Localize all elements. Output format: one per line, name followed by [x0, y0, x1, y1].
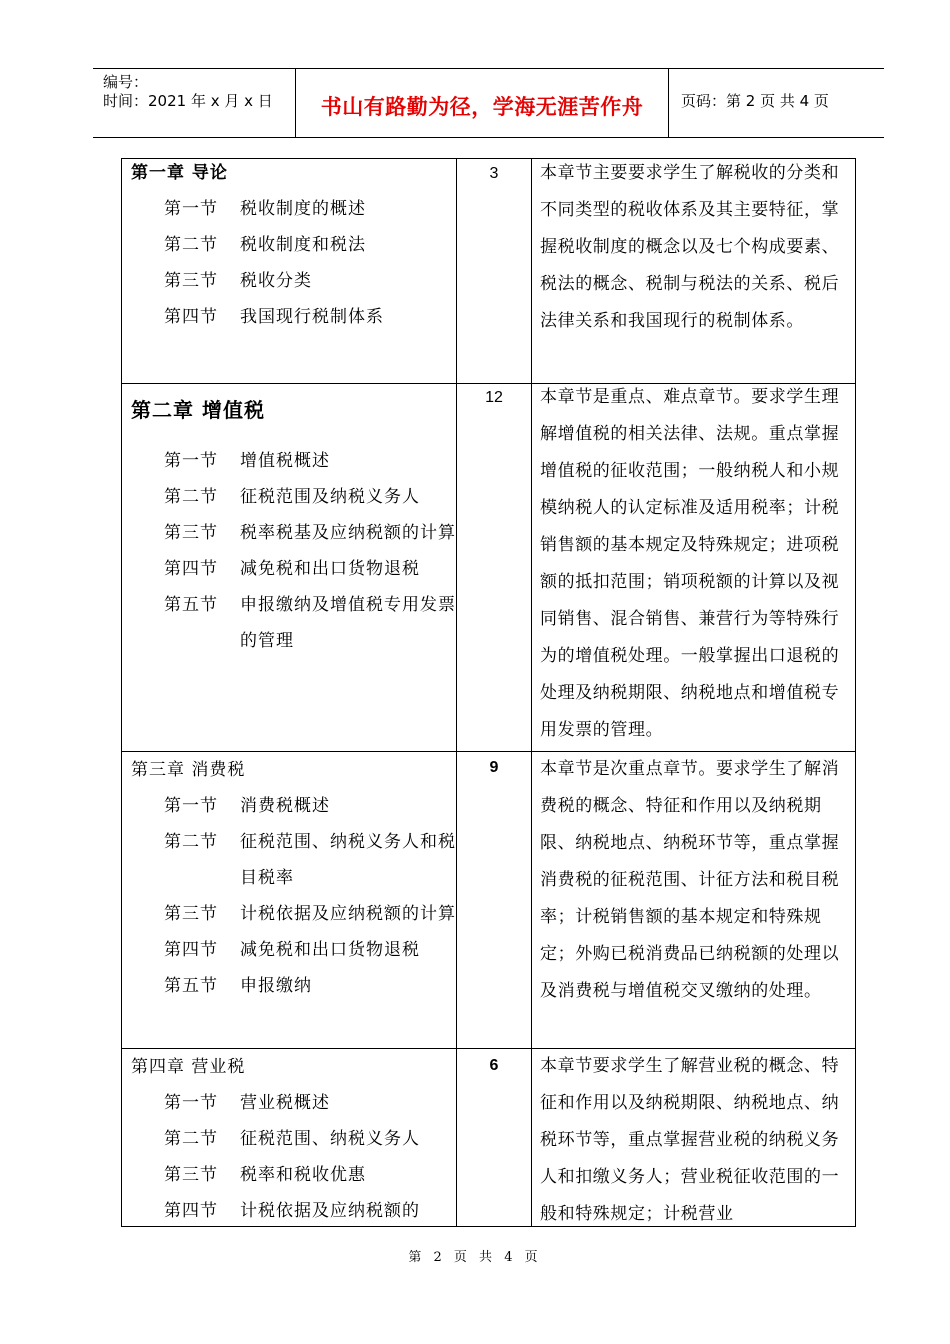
chapter-4-description: 本章节要求学生了解营业税的概念、特征和作用以及纳税期限、纳税地点、纳税环节等，重点掌握营业税的纳税义务人和扣缴义务人；营业税征收范围的一般和特殊规定；计税营业 — [540, 1056, 840, 1224]
section-item — [131, 479, 456, 515]
section-item — [131, 443, 456, 479]
page-label: 页码：第 2 页 共 4 页 — [681, 92, 829, 110]
section-item — [131, 824, 456, 896]
section-item — [131, 968, 456, 1004]
header-motto-cell — [296, 69, 669, 137]
section-no: 第一节 — [164, 451, 218, 471]
section-no: 第二节 — [164, 235, 218, 255]
section-name: 申报缴纳及增值税专用发票的管理 — [240, 595, 456, 651]
serial-label: 编号： — [103, 73, 149, 91]
page-header — [93, 68, 884, 138]
section-item — [131, 299, 456, 335]
chapter-2-description: 本章节是重点、难点章节。要求学生理解增值税的相关法律、法规。重点掌握增值税的征收范围；一般纳税人和小规模纳税人的认定标准及适用税率；计税销售额的基本规定及特殊规定；进项税额的抵扣范围；销项税额的计算以及视同销售、混合销售、兼营行为等特殊行为的增值税处理。一般掌握出口退税的处理及纳税期限、纳税地点和增值税专用发票的管理。 — [540, 387, 840, 740]
section-no: 第四节 — [164, 1201, 218, 1221]
table-border-left — [121, 159, 122, 1226]
chapter-4-outline — [131, 1053, 456, 1229]
section-name: 税收制度的概述 — [240, 199, 366, 219]
section-item — [131, 551, 456, 587]
section-name: 申报缴纳 — [240, 976, 312, 996]
section-item — [131, 788, 456, 824]
section-item — [131, 1193, 456, 1229]
section-item — [131, 896, 456, 932]
chapter-3-description: 本章节是次重点章节。要求学生了解消费税的概念、特征和作用以及纳税期限、纳税地点、纳税环节等，重点掌握消费税的征税范围、计征方法和税目税率；计税销售额的基本规定和特殊规定；外购已税消费品已纳税额的处理以及消费税与增值税交叉缴纳的处理。 — [540, 759, 840, 1001]
section-name: 计税依据及应纳税额的计算 — [240, 904, 456, 924]
section-name: 征税范围、纳税义务人 — [240, 1129, 420, 1149]
section-no: 第一节 — [164, 1093, 218, 1113]
syllabus-table — [121, 158, 856, 1227]
chapter-4-hours: 6 — [489, 1057, 499, 1074]
section-no: 第四节 — [164, 940, 218, 960]
chapter-3-outline — [131, 756, 456, 1004]
section-item — [131, 587, 456, 659]
section-item — [131, 227, 456, 263]
chapter-title: 第三章 消费税 — [131, 760, 246, 780]
time-label: 时间：2021 年 x 月 x 日 — [103, 92, 273, 110]
section-no: 第四节 — [164, 307, 218, 327]
page-footer: 第 2 页 共 4 页 — [408, 1250, 542, 1265]
section-name: 计税依据及应纳税额的 — [240, 1201, 420, 1221]
section-item — [131, 1121, 456, 1157]
header-page-cell — [669, 69, 884, 137]
section-item — [131, 932, 456, 968]
chapter-title: 第四章 营业税 — [131, 1057, 246, 1077]
motto-text: 书山有路勤为径，学海无涯苦作舟 — [320, 94, 644, 119]
section-name: 税率税基及应纳税额的计算 — [240, 523, 456, 543]
header-meta-cell — [93, 69, 296, 137]
section-name: 征税范围及纳税义务人 — [240, 487, 420, 507]
section-item — [131, 515, 456, 551]
section-no: 第二节 — [164, 487, 218, 507]
chapter-2-outline — [131, 395, 456, 659]
section-no: 第二节 — [164, 832, 218, 852]
table-divider-2 — [531, 159, 532, 1226]
chapter-title: 第二章 增值税 — [131, 398, 265, 422]
section-no: 第五节 — [164, 976, 218, 996]
table-border-right — [855, 159, 856, 1226]
chapter-1-outline — [131, 159, 456, 335]
section-no: 第三节 — [164, 1165, 218, 1185]
section-item — [131, 1085, 456, 1121]
section-name: 减免税和出口货物退税 — [240, 940, 420, 960]
section-name: 我国现行税制体系 — [240, 307, 384, 327]
chapter-title: 第一章 导论 — [131, 163, 228, 183]
chapter-1-description: 本章节主要要求学生了解税收的分类和不同类型的税收体系及其主要特征，掌握税收制度的概念以及七个构成要素、税法的概念、税制与税法的关系、税后法律关系和我国现行的税制体系。 — [540, 163, 840, 331]
section-no: 第二节 — [164, 1129, 218, 1149]
section-no: 第三节 — [164, 523, 218, 543]
section-no: 第三节 — [164, 904, 218, 924]
section-name: 税率和税收优惠 — [240, 1165, 366, 1185]
section-item — [131, 191, 456, 227]
chapter-2-hours: 12 — [485, 389, 503, 406]
section-no: 第四节 — [164, 559, 218, 579]
section-no: 第一节 — [164, 796, 218, 816]
section-name: 税收分类 — [240, 271, 312, 291]
section-item — [131, 1157, 456, 1193]
section-no: 第一节 — [164, 199, 218, 219]
section-name: 征税范围、纳税义务人和税目税率 — [240, 832, 456, 888]
section-no: 第三节 — [164, 271, 218, 291]
section-name: 增值税概述 — [240, 451, 330, 471]
section-item — [131, 263, 456, 299]
chapter-3-hours: 9 — [489, 759, 499, 776]
section-name: 营业税概述 — [240, 1093, 330, 1113]
section-name: 税收制度和税法 — [240, 235, 366, 255]
section-no: 第五节 — [164, 595, 218, 615]
section-name: 减免税和出口货物退税 — [240, 559, 420, 579]
chapter-1-hours: 3 — [489, 165, 499, 182]
section-name: 消费税概述 — [240, 796, 330, 816]
